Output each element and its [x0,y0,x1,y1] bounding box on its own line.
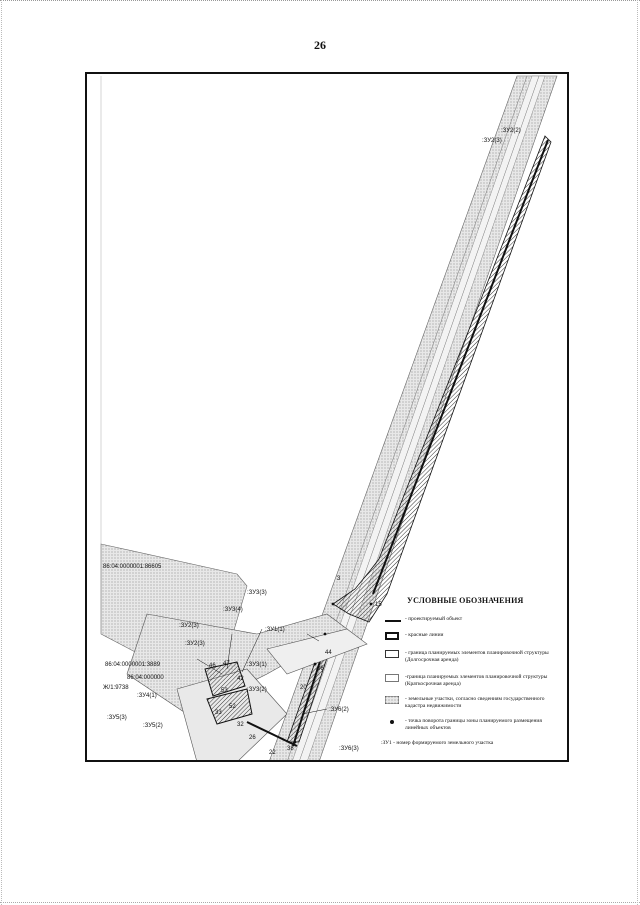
legend-text: - красные линии [405,632,444,638]
label-parcel: Ж/1:9738 [103,685,129,691]
page-number: 26 [314,38,326,52]
point-number: 20 [300,685,307,691]
turn-point [332,603,335,606]
red-line-box-icon [385,632,401,642]
point-number: 3 [337,576,341,582]
point-number: 26 [249,735,256,741]
scan-edge-left [1,0,4,905]
label-zu: :ЗУ3(1) [247,662,267,668]
label-zu: :ЗУ2(3) [185,641,205,647]
point-number: 44 [325,650,332,656]
legend-item-red-lines [385,632,563,642]
point-number: 46 [209,663,216,669]
legend-item-turn-point [385,718,563,732]
point-number: 38 [287,746,294,752]
point-number: 47 [223,661,230,667]
legend-title: УСЛОВНЫЕ ОБОЗНАЧЕНИЯ [407,596,524,605]
legend-text: - земельные участки, согласно сведениям государственного кадастра недвижимости [405,696,545,709]
scan-edge-bottom [0,900,640,903]
label-zu: :ЗУ2(3) [482,138,502,144]
point-number: 42 [237,676,244,682]
scan-edge-right [635,0,638,905]
point-number: 33 [215,710,222,716]
label-zu: :ЗУ1(1) [265,627,285,633]
label-zu: :ЗУ6(2) [329,707,349,713]
turn-point [324,633,327,636]
legend-text: - проектируемый объект [405,616,463,622]
box-thin-icon [385,674,401,684]
label-parcel: 86:04:000000 [127,675,164,681]
legend-item-long-lease [385,650,563,664]
point-number: 52 [229,704,236,710]
label-zu: :ЗУ6(3) [339,746,359,752]
turn-point [314,663,317,666]
box-icon [385,650,401,660]
legend-text: :ЗУ1 - номер формируемого земельного участка [381,740,494,746]
point-number: 15 [375,602,382,608]
point-number: 36 [317,666,324,672]
point-number: 53 [221,688,228,694]
designed-object-axis [373,140,548,594]
dot-icon [385,718,401,728]
label-zu: :ЗУ5(2) [143,723,163,729]
point-number: 32 [237,722,244,728]
scan-edge-top [0,0,640,5]
label-zu: :ЗУ3(4) [223,607,243,613]
label-zu: :ЗУ2(2) [501,128,521,134]
turn-point [294,741,297,744]
label-zu: :ЗУ3(3) [247,590,267,596]
legend-text: - граница планируемых элементов планировочной структуры (Долгосрочная аренда) [405,650,549,663]
legend-item-short-lease [385,674,563,688]
label-parcel: 86:04:0000001:86605 [103,564,162,570]
hatched-box-icon [385,696,401,706]
legend [377,588,565,756]
legend-item-cadastral [385,696,563,710]
label-parcel: 86:04:0000001:3889 [105,662,161,668]
label-zu: :ЗУ2(3) [179,623,199,629]
arrow-line-icon [385,616,401,626]
legend-text: - точка поворота границы зоны планируемого размещения линейных объектов [405,718,542,731]
label-zu: :ЗУ5(3) [107,715,127,721]
label-zu: :ЗУ4(1) [137,693,157,699]
point-number: 22 [269,750,276,756]
label-zu: :ЗУ3(2) [247,687,267,693]
legend-item-designed-object [385,616,563,626]
legend-item-parcel-code [381,740,561,747]
turn-point [370,603,373,606]
legend-text: -граница планируемых элементов планировочной структуры (Краткосрочная аренда) [405,674,548,687]
